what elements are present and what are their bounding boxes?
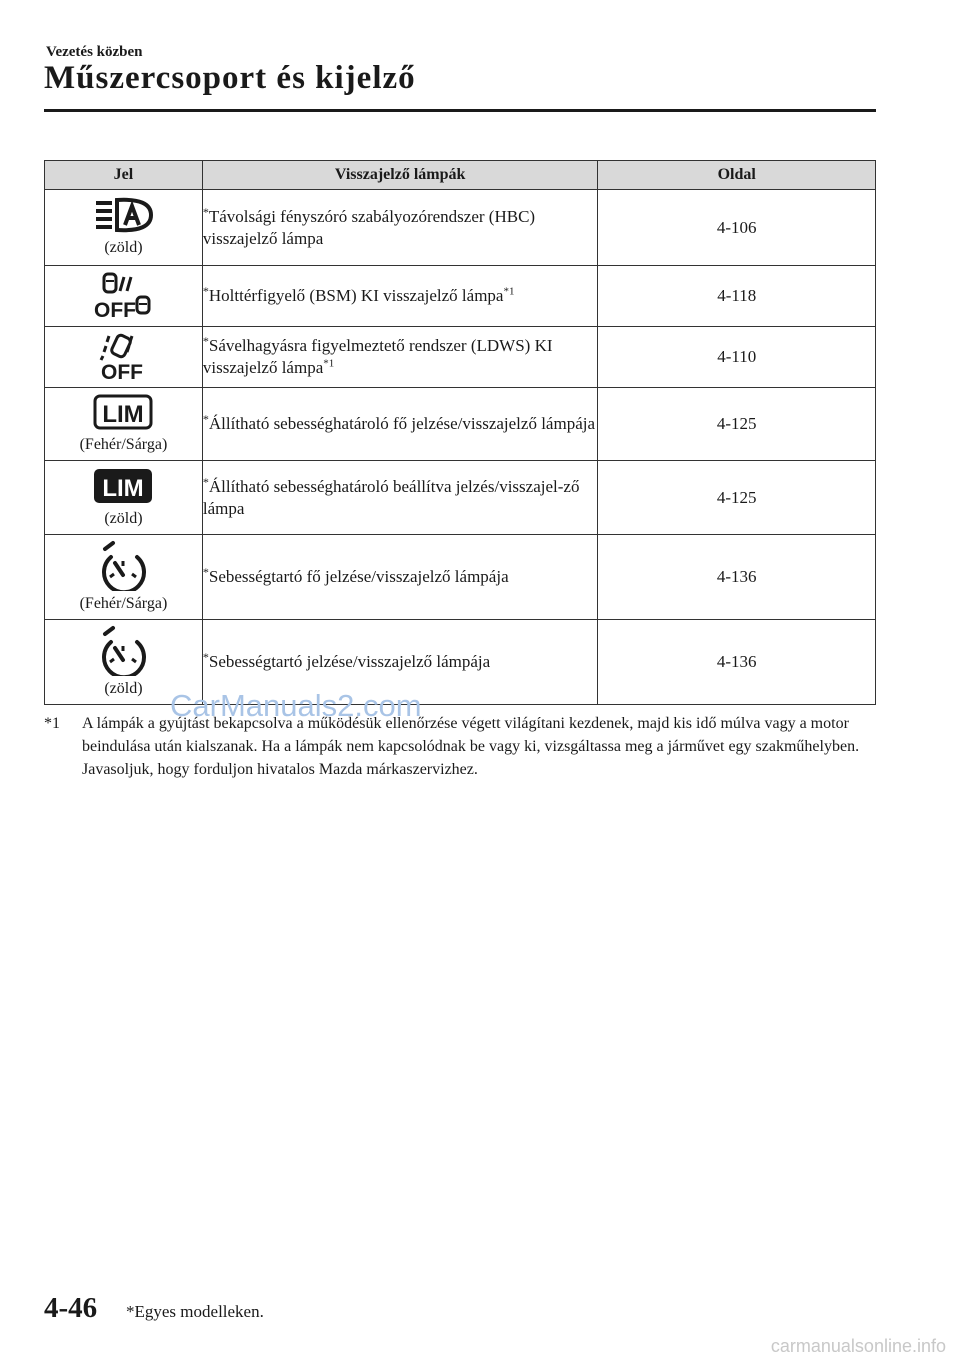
lamp-description: *Sebességtartó jelzése/visszajelző lámpája [202,620,598,705]
color-caption: (zöld) [104,509,143,527]
page-reference: 4-125 [598,461,876,535]
lamp-description: *Sebességtartó fő jelzése/visszajelző lámpája [202,535,598,620]
svg-text:OFF: OFF [94,299,137,321]
column-header-page: Oldal [598,161,876,190]
page-reference: 4-118 [598,266,876,327]
site-watermark: carmanualsonline.info [770,1336,946,1356]
color-caption: (Fehér/Sárga) [79,436,168,453]
svg-text:LIM: LIM [102,401,145,428]
symbol-cell [45,190,203,266]
table-header-row [45,161,876,190]
ldws-off-icon [91,332,155,382]
page-reference: 4-136 [598,620,876,705]
watermark: CarManuals2.com [170,688,422,723]
lamp-description: *Állítható sebességhatároló beállítva jelzés/visszajel-ző lámpa [202,461,598,535]
cruise-control-icon [91,624,155,676]
table-row [45,190,876,266]
svg-text:LIM: LIM [102,474,145,502]
auto-high-beam-icon [91,197,155,235]
page-reference: 4-136 [598,535,876,620]
title-divider [44,109,876,112]
table-row [45,327,876,388]
table-row [45,388,876,461]
column-header-symbol: Jel [45,161,203,190]
lamp-description: *Sávelhagyásra figyelmeztető rendszer (LDWS) KI visszajelző lámpa$^{*1}$ [202,327,598,388]
lamp-description: *Távolsági fényszóró szabályozórendszer (HBC) visszajelző lámpa [202,190,598,266]
lamp-description: *Állítható sebességhatároló fő jelzése/visszajelző lámpája [202,388,598,461]
page-reference: 4-110 [598,327,876,388]
color-caption: (zöld) [104,238,143,256]
page-reference: 4-106 [598,190,876,266]
page-title: Műszercsoport és kijelző [44,60,416,96]
color-caption: (Fehér/Sárga) [79,595,168,612]
cruise-control-icon [91,539,155,591]
color-caption: (zöld) [104,680,143,697]
symbol-cell [45,266,203,327]
column-header-lamp: Visszajelző lámpák [202,161,598,190]
page-number: 4-46 [44,1292,98,1324]
table-row [45,461,876,535]
lamp-description: *Holttérfigyelő (BSM) KI visszajelző lámpa$^{*1}$ [202,266,598,327]
symbol-cell [45,327,203,388]
footer-note: *Egyes modelleken. [126,1302,264,1321]
symbol-cell [45,461,203,535]
section-label: Vezetés közben [46,44,143,60]
footnote-text: A lámpák a gyújtást bekapcsolva a működésük ellenőrzése végett világítani kezdenek, majd kis idő múlva vagy a motor beindulása után kialszanak. Ha a lámpák nem kapcsolódnak be vagy ki, vizsgáltassa meg a járművet egy szakműhelyben. Javasoljuk, hogy forduljon hivatalos Mazda márkaszervizhez. [82,715,860,778]
indicator-lamps-table [44,160,876,705]
svg-text:OFF: OFF [101,361,144,382]
symbol-cell [45,388,203,461]
lim-filled-icon [91,466,155,506]
footnote [44,712,874,781]
page-reference: 4-125 [598,388,876,461]
bsm-off-icon [91,271,155,321]
table-row [45,535,876,620]
footnote-mark: *1 [44,715,60,732]
lim-icon [91,392,155,432]
symbol-cell [45,535,203,620]
table-row [45,266,876,327]
